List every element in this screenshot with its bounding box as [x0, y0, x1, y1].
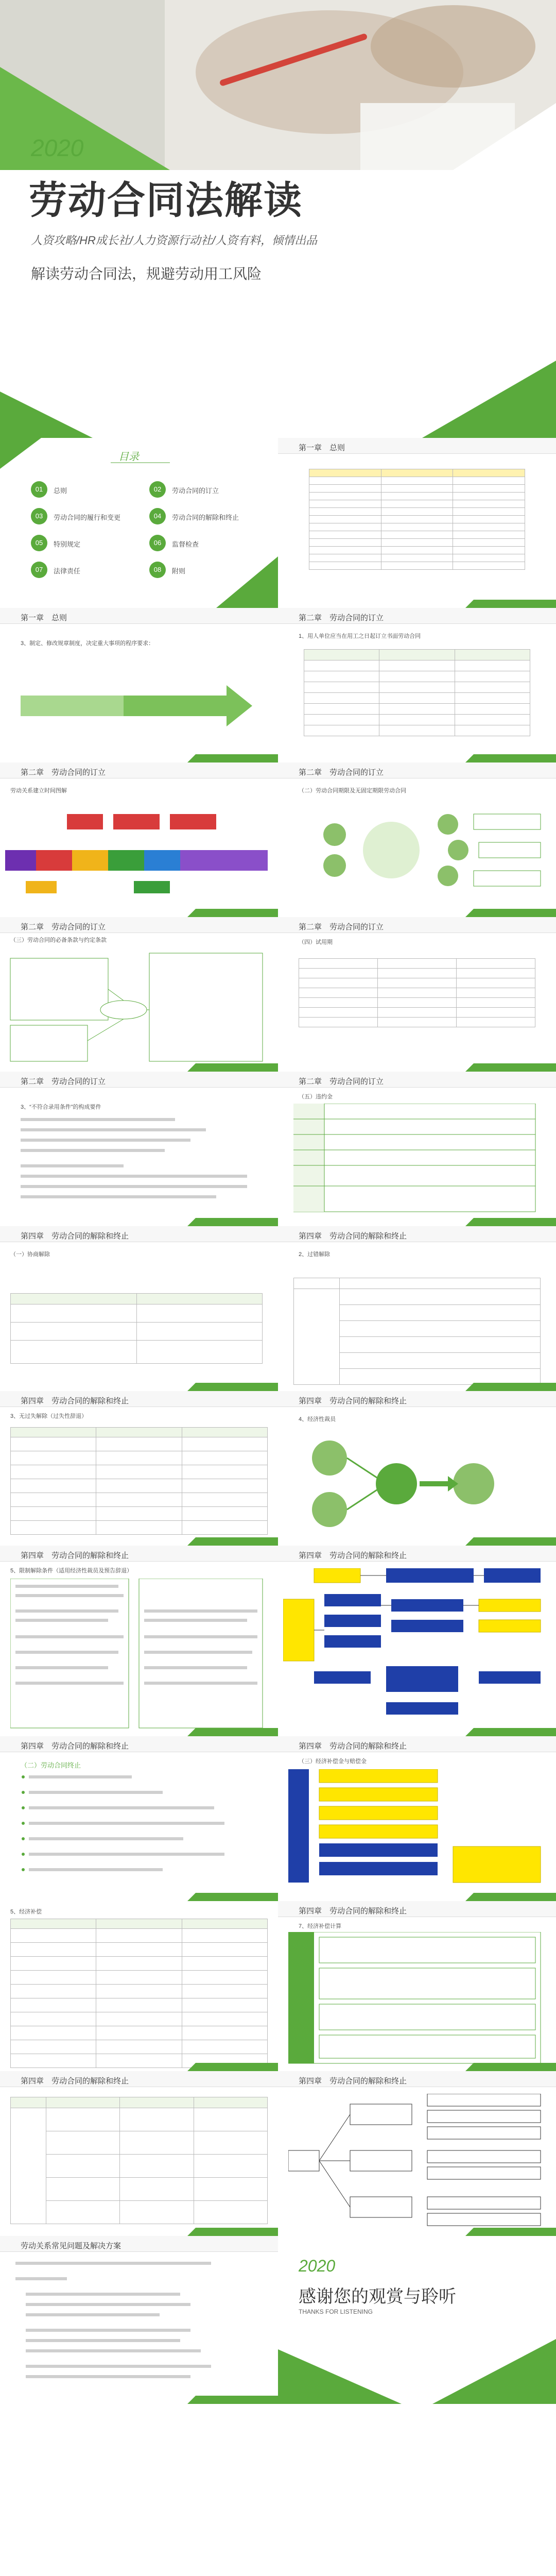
footer-bar	[196, 1218, 278, 1226]
procedure-arrow	[21, 670, 257, 732]
ch4-restrict-slide	[0, 1546, 278, 1737]
chapter-title: 第二章 劳动合同的订立	[299, 614, 384, 622]
chapter-title: 第四章 劳动合同的解除和终止	[299, 1907, 407, 1916]
toc-item-label: 劳动合同的订立	[172, 487, 219, 495]
timeline-diagram	[5, 804, 273, 907]
chapter-title: 第二章 劳动合同的订立	[299, 768, 384, 777]
chapter-title: 第二章 劳动合同的订立	[299, 923, 384, 931]
toc-item-label: 监督检查	[172, 540, 199, 548]
mindmap-diagram	[288, 2094, 546, 2233]
footer-bar	[474, 909, 556, 917]
ch2-timeline-slide	[0, 762, 278, 918]
toc-item[interactable]	[31, 560, 144, 580]
toc-item-number: 02	[149, 481, 166, 498]
econ-text: 5、经济补偿	[10, 1909, 42, 1915]
calc-diagram	[288, 1932, 546, 2066]
contract-text: 1、用人单位应当在用工之日起订立书面劳动合同	[299, 633, 421, 639]
toc-item-number: 06	[149, 535, 166, 551]
fault-text: 2、过错解除	[299, 1251, 331, 1258]
timeline-text: 劳动关系建立时间图解	[10, 788, 67, 794]
nofault-text: 3、无过失解除（过失性辞退）	[10, 1413, 88, 1419]
chapter-title: 第四章 劳动合同的解除和终止	[21, 1232, 129, 1241]
procedure-text: 3、制定、修改规章制度，决定重大事项的程序要求：	[21, 640, 154, 647]
chapter-title: 第四章 劳动合同的解除和终止	[299, 1742, 407, 1751]
toc-item[interactable]	[31, 506, 144, 527]
ch2-contract-slide	[278, 608, 556, 764]
calc-table	[10, 2097, 268, 2224]
toc-item[interactable]	[31, 533, 144, 553]
chapter-title: 第四章 劳动合同的解除和终止	[299, 1551, 407, 1560]
thanks-slide	[278, 2236, 556, 2405]
footer-bar	[196, 1537, 278, 1546]
layoff-text: 4、经济性裁员	[299, 1416, 336, 1422]
thanks-subtitle: THANKS FOR LISTENING	[299, 2308, 373, 2315]
ch4-layoff-slide	[278, 1391, 556, 1547]
footer-bar	[474, 2063, 556, 2071]
trial-table	[299, 958, 535, 1027]
nofault-table	[10, 1427, 268, 1535]
toc-item[interactable]	[31, 479, 144, 500]
footer-bar	[196, 2396, 278, 2404]
chapter-title: 第四章 劳动合同的解除和终止	[299, 2077, 407, 2086]
ch4-flow-slide	[278, 1546, 556, 1737]
thanks-title: 感谢您的观赏与聆听	[299, 2287, 456, 2307]
trial-text: （四）试用期	[299, 939, 333, 945]
chapter-title: 第二章 劳动合同的订立	[21, 768, 106, 777]
conditions-lines	[21, 1118, 257, 1221]
clauses-diagram	[5, 948, 273, 1072]
chapter-title: 第四章 劳动合同的解除和终止	[21, 1551, 129, 1560]
chapter-title: 第二章 劳动合同的订立	[21, 923, 106, 931]
calc-text: 7、经济补偿计算	[299, 1923, 342, 1929]
fault-table	[293, 1278, 541, 1385]
footer-bar	[196, 2228, 278, 2236]
toc-list	[31, 479, 268, 592]
footer-bar	[474, 2228, 556, 2236]
thanks-year: 2020	[299, 2257, 336, 2275]
chapter-title: 第四章 劳动合同的解除和终止	[299, 1232, 407, 1241]
toc-item-label: 总则	[54, 487, 67, 495]
chapter-title: 第四章 劳动合同的解除和终止	[21, 1397, 129, 1405]
toc-item[interactable]	[149, 479, 263, 500]
ch4-calc-table-slide	[0, 2071, 278, 2237]
ch4-comp-slide	[278, 1736, 556, 1902]
footer-bar	[474, 1537, 556, 1546]
ch1-overview-slide	[278, 438, 556, 609]
toc-item-label: 劳动合同的解除和终止	[172, 514, 239, 521]
conditions-text: 3、“不符合录用条件”的构成要件	[21, 1104, 101, 1110]
footer-bar	[196, 1383, 278, 1391]
ch4-nofault-slide	[0, 1391, 278, 1547]
contract-table	[304, 649, 530, 736]
footer-bar	[474, 754, 556, 762]
toc-item-label: 劳动合同的履行和变更	[54, 514, 121, 521]
comp-text: （三）经济补偿金与赔偿金	[299, 1758, 367, 1765]
footer-bar	[474, 1063, 556, 1072]
ch2-term-slide	[278, 762, 556, 918]
cover-subtitle: 人资攻略/HR成长社/人力资源行动社/人资有料，倾情出品	[31, 234, 318, 247]
comp-diagram	[288, 1769, 546, 1893]
toc-item[interactable]	[149, 506, 263, 527]
footer-bar	[196, 1063, 278, 1072]
ch2-clauses-slide	[0, 917, 278, 1073]
toc-title: 目录	[118, 451, 139, 463]
termination-lines	[21, 1774, 257, 1893]
footer-bar	[474, 1218, 556, 1226]
cover-slide	[0, 0, 556, 439]
footer-bar	[196, 1728, 278, 1736]
ch4-mindmap-slide	[278, 2071, 556, 2237]
layoff-diagram	[288, 1427, 546, 1540]
toc-item-label: 法律责任	[54, 567, 81, 575]
footer-bar	[474, 1893, 556, 1901]
ch4-econ-slide	[0, 1901, 278, 2072]
chapter-title: 第二章 劳动合同的订立	[299, 1077, 384, 1086]
mutual-table	[10, 1293, 263, 1364]
faq-slide	[0, 2236, 278, 2405]
chapter-title: 第一章 总则	[299, 444, 345, 452]
mutual-text: （一）协商解除	[10, 1251, 50, 1258]
footer-bar	[196, 754, 278, 762]
restrict-content	[10, 1579, 268, 1733]
ch4-mutual-slide	[0, 1226, 278, 1392]
econ-table	[10, 1919, 268, 2068]
restrict-text: 5、限制解除条件（适用经济性裁员及预告辞退）	[10, 1568, 133, 1574]
footer-bar	[474, 1383, 556, 1391]
termination-text: （二）劳动合同终止	[21, 1761, 81, 1769]
toc-item-label: 附则	[172, 567, 186, 575]
ch1-procedure-slide	[0, 608, 278, 764]
toc-item[interactable]	[149, 533, 263, 553]
cover-tagline: 解读劳动合同法，规避劳动用工风险	[31, 266, 262, 282]
toc-slide	[0, 438, 278, 609]
term-text: （二）劳动合同期限及无固定期限劳动合同	[299, 788, 406, 794]
chapter-title: 第四章 劳动合同的解除和终止	[299, 1397, 407, 1405]
cover-title: 劳动合同法解读	[29, 179, 303, 222]
toc-item-number: 07	[31, 562, 47, 578]
toc-item-number: 05	[31, 535, 47, 551]
clauses-text: （三）劳动合同的必备条款与约定条款	[10, 937, 107, 943]
chapter-title: 第一章 总则	[21, 614, 67, 622]
overview-table	[309, 469, 525, 570]
toc-item-number: 01	[31, 481, 47, 498]
penalty-text: （五）违约金	[299, 1094, 333, 1100]
term-diagram	[288, 799, 546, 912]
chapter-title: 第四章 劳动合同的解除和终止	[21, 1742, 129, 1751]
toc-item-number: 08	[149, 562, 166, 578]
ch2-trial-slide	[278, 917, 556, 1073]
chapter-title: 第二章 劳动合同的订立	[21, 1077, 106, 1086]
flow-diagram	[283, 1568, 551, 1733]
footer-bar	[196, 909, 278, 917]
toc-item[interactable]	[149, 560, 263, 580]
toc-item-number: 04	[149, 508, 166, 524]
faq-lines	[15, 2262, 263, 2396]
ch4-termination-slide	[0, 1736, 278, 1902]
ch2-conditions-slide	[0, 1072, 278, 1227]
bottom-filler	[0, 2404, 556, 2576]
faq-title: 劳动关系常见问题及解决方案	[21, 2242, 121, 2250]
footer-bar	[474, 600, 556, 608]
cover-year: 2020	[31, 134, 84, 161]
penalty-table	[293, 1104, 541, 1217]
footer-bar	[196, 1893, 278, 1901]
ch4-fault-slide	[278, 1226, 556, 1392]
ch2-penalty-slide	[278, 1072, 556, 1227]
toc-item-label: 特别规定	[54, 540, 81, 548]
ch4-calc-slide	[278, 1901, 556, 2072]
chapter-title: 第四章 劳动合同的解除和终止	[21, 2077, 129, 2086]
footer-bar	[196, 2063, 278, 2071]
footer-bar	[474, 1728, 556, 1736]
toc-item-number: 03	[31, 508, 47, 524]
